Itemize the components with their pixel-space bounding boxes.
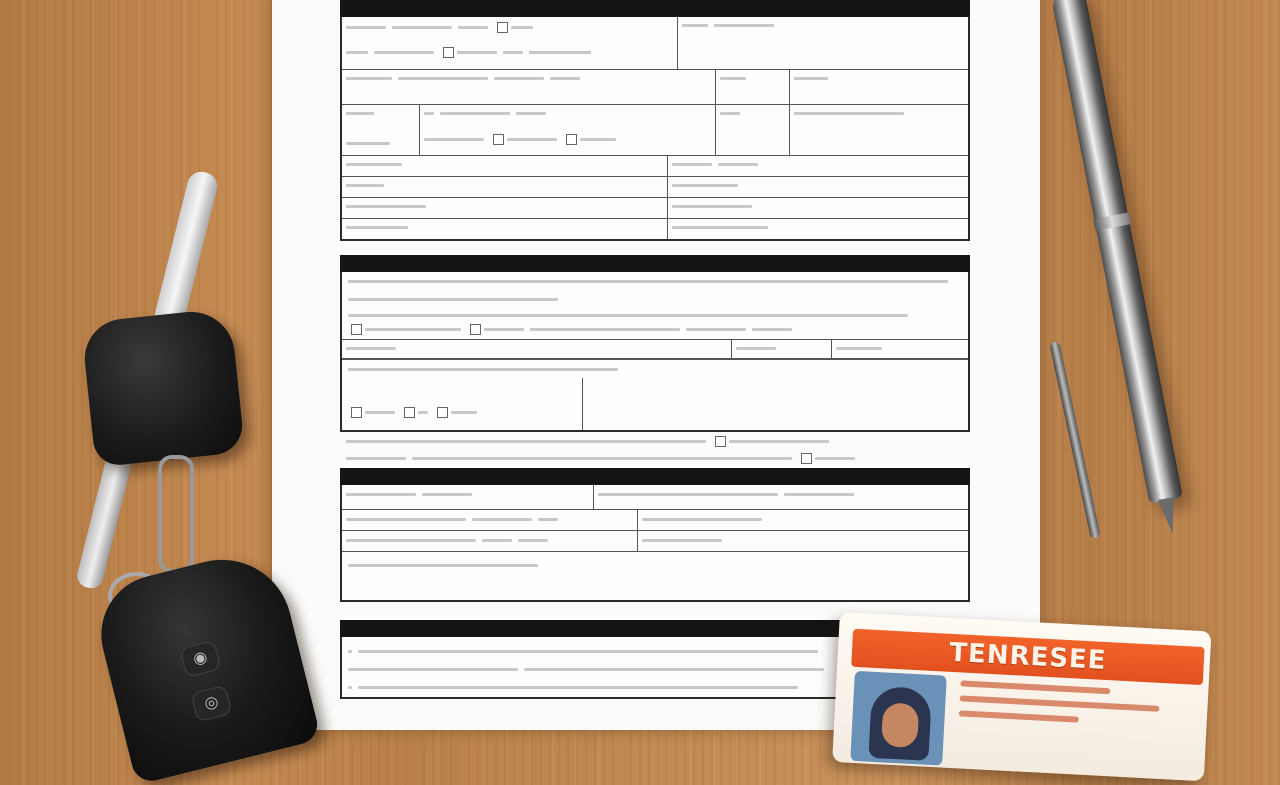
checkbox[interactable] (470, 324, 481, 335)
checkbox[interactable] (801, 453, 812, 464)
section-2-header (340, 255, 970, 272)
checkbox[interactable] (493, 134, 504, 145)
checkbox[interactable] (566, 134, 577, 145)
drivers-license (832, 612, 1211, 781)
checkbox[interactable] (404, 407, 415, 418)
checkbox[interactable] (715, 436, 726, 447)
checkbox[interactable] (497, 22, 508, 33)
section-3-header (340, 468, 970, 485)
checkbox[interactable] (443, 47, 454, 58)
checkbox[interactable] (437, 407, 448, 418)
checkbox[interactable] (351, 324, 362, 335)
lock-icon: ◉ (179, 640, 221, 678)
section-1-box (340, 17, 970, 241)
license-details (958, 680, 1190, 737)
section-1-header (340, 0, 970, 17)
license-state-title: TENRESEE (851, 629, 1205, 685)
application-form (340, 0, 970, 699)
car-keys (0, 0, 320, 720)
pen (1050, 0, 1190, 543)
key-ring (158, 455, 194, 573)
pen-clip (1049, 341, 1100, 539)
unlock-icon: ◎ (190, 685, 232, 723)
key-fob (81, 308, 245, 468)
license-photo (850, 671, 947, 766)
checkbox[interactable] (351, 407, 362, 418)
section-2-box (340, 272, 970, 432)
section-3-box (340, 485, 970, 602)
